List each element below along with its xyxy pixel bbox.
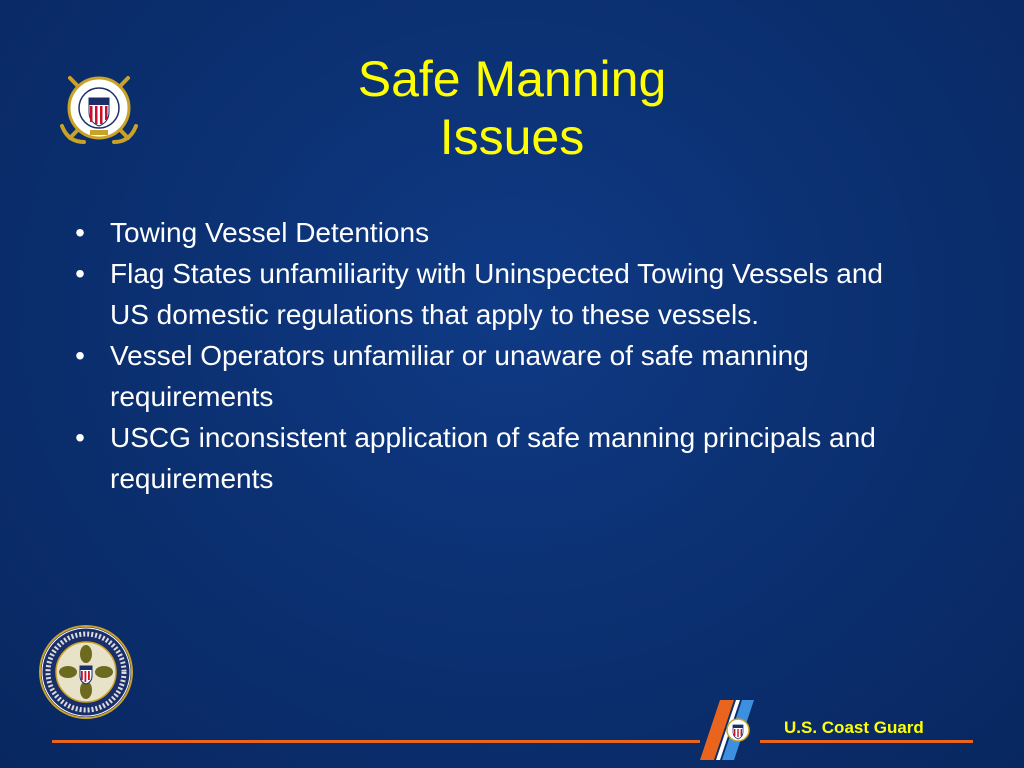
coast-guard-seal-icon — [58, 68, 140, 148]
bullet-icon: • — [75, 258, 85, 289]
bullet-text: Flag States unfamiliarity with Uninspected Towing Vessels and US domestic regulations that apply to these vessels. — [110, 258, 883, 330]
coast-guard-racing-stripe-icon — [698, 700, 770, 760]
bullet-icon: • — [75, 340, 85, 371]
footer-divider-right — [760, 740, 973, 743]
bullet-list — [70, 212, 890, 499]
title-line-2: Issues — [439, 109, 585, 165]
bullet-item — [70, 335, 890, 417]
bullet-text: Towing Vessel Detentions — [110, 217, 430, 248]
bullet-item — [70, 417, 890, 499]
title-line-1: Safe Manning — [357, 51, 667, 107]
bullet-text: Vessel Operators unfamiliar or unaware of safe manning requirements — [110, 340, 809, 412]
bullet-icon: • — [75, 217, 85, 248]
slide-title — [262, 50, 762, 166]
bullet-item — [70, 253, 890, 335]
footer-divider-left — [52, 740, 700, 743]
marine-inspection-school-seal-icon — [38, 624, 134, 720]
bullet-item — [70, 212, 890, 253]
brand-label: U.S. Coast Guard — [784, 718, 924, 737]
bullet-icon: • — [75, 422, 85, 453]
bullet-text: USCG inconsistent application of safe manning principals and requirements — [110, 422, 876, 494]
